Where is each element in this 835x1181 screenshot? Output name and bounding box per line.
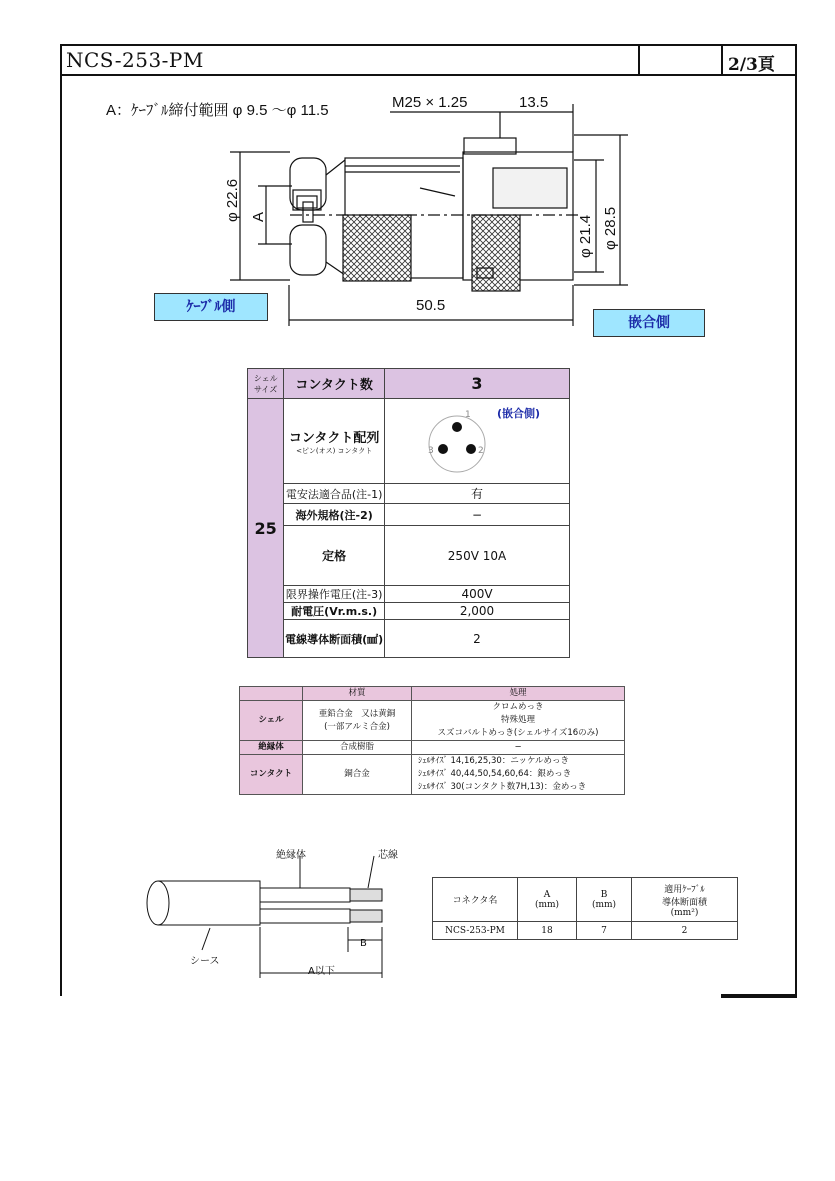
dim-13-5: 13.5 [519,94,549,111]
treatment-line: スズコバルトめっき(シェルサイズ16のみ) [437,728,599,738]
mat-header-blank [240,687,303,701]
cab-a-value: 18 [518,922,577,940]
cable-range-note: A：ｹｰﾌﾞﾙ締付範囲 φ 9.5 〜φ 11.5 [106,102,329,119]
contact-count-value: 3 [385,369,570,399]
material-table [239,686,625,795]
treatment-line: 特殊処理 [500,715,535,725]
rating-value: 250V 10A [385,526,570,586]
pin-2 [466,444,476,454]
pin-3 [438,444,448,454]
dim-28-5: φ 28.5 [602,206,619,250]
mat-part-shell: シェル [240,701,303,741]
shell-size-header: シェル サイズ [248,369,284,399]
mat-contact-treatment [412,755,625,795]
mat-contact-material: 銅合金 [303,755,412,795]
dim-50-5: 50.5 [416,297,446,314]
mat-shell-treatment [412,701,625,741]
overseas-label: 海外規格(注-2) [284,504,385,526]
limit-voltage-value: 400V [385,586,570,603]
mat-header-treatment: 処理 [412,687,625,701]
mat-insulator-material: 合成樹脂 [303,741,412,755]
mat-header-material: 材質 [303,687,412,701]
cable-side-label: ｹｰﾌﾞﾙ側 [154,293,268,321]
conductor-label: 芯線 [378,850,398,861]
dim-b-label: B [360,938,367,949]
rating-label: 定格 [284,526,385,586]
pin-1 [452,422,462,432]
dim-a-or-less-label: A以下 [308,966,335,977]
frame-footer-bar [721,994,797,998]
pse-label: 電安法適合品(注-1) [284,484,385,504]
cab-header-connector: コネクタ名 [433,878,518,922]
dim-22-6: φ 22.6 [224,178,241,222]
cab-header-a: A (mm) [518,878,577,922]
treatment-line: ｼｪﾙｻｲｽﾞ 30(コンタクト数7H,13)：金めっき [418,782,587,792]
arrangement-diagram-cell [385,399,570,484]
withstand-label: 耐電圧(Vr.m.s.) [284,603,385,620]
mat-shell-material: 亜鉛合金 又は黄銅 (一部アルミ合金) [303,701,412,741]
cab-header-area: 適用ｹｰﾌﾞﾙ 導体断面積 (mm²) [632,878,738,922]
pin-2-label: 2 [478,446,484,456]
cab-area-value: 2 [632,922,738,940]
mating-side-note: (嵌合側) [497,407,541,420]
wire-area-value: 2 [385,620,570,658]
treatment-line: ｼｪﾙｻｲｽﾞ 40,44,50,54,60,64：銀めっき [418,769,572,779]
cab-connector-name: NCS-253-PM [433,922,518,940]
treatment-line: クロムめっき [492,702,544,712]
contact-count-header: コンタクト数 [284,369,385,399]
arrangement-sublabel: <ピン(オス) コンタクト [296,446,373,455]
shell-size-value: 25 [248,399,284,658]
dim-21-4: φ 21.4 [577,214,594,258]
pin-arrangement-diagram [385,399,569,483]
arrangement-label-cell [284,399,385,484]
thread-spec: M25 × 1.25 [392,94,468,111]
treatment-line: ｼｪﾙｻｲｽﾞ 14,16,25,30：ニッケルめっき [418,756,569,766]
mat-part-contact: コンタクト [240,755,303,795]
mat-part-insulator: 絶縁体 [240,741,303,755]
cab-b-value: 7 [577,922,632,940]
cab-header-b: B (mm) [577,878,632,922]
mat-insulator-treatment: − [412,741,625,755]
insulator-label: 絶縁体 [276,850,306,861]
pin-3-label: 3 [428,446,434,456]
pse-value: 有 [385,484,570,504]
withstand-value: 2,000 [385,603,570,620]
pin-1-label: 1 [465,410,471,420]
cable-spec-table [432,877,738,940]
dim-a: A [250,211,267,222]
page-number: 2/3頁 [728,55,775,75]
mating-side-label: 嵌合側 [593,309,705,337]
arrangement-label: コンタクト配列 [288,430,380,446]
spec-table [247,368,570,658]
wire-area-label: 電線導体断面積(㎟) [284,620,385,658]
connector-drawing [0,0,835,340]
limit-voltage-label: 限界操作電圧(注-3) [284,586,385,603]
cable-strip-diagram [140,840,410,980]
document-title: NCS-253-PM [66,48,204,72]
sheath-label: シース [190,956,220,967]
overseas-value: − [385,504,570,526]
